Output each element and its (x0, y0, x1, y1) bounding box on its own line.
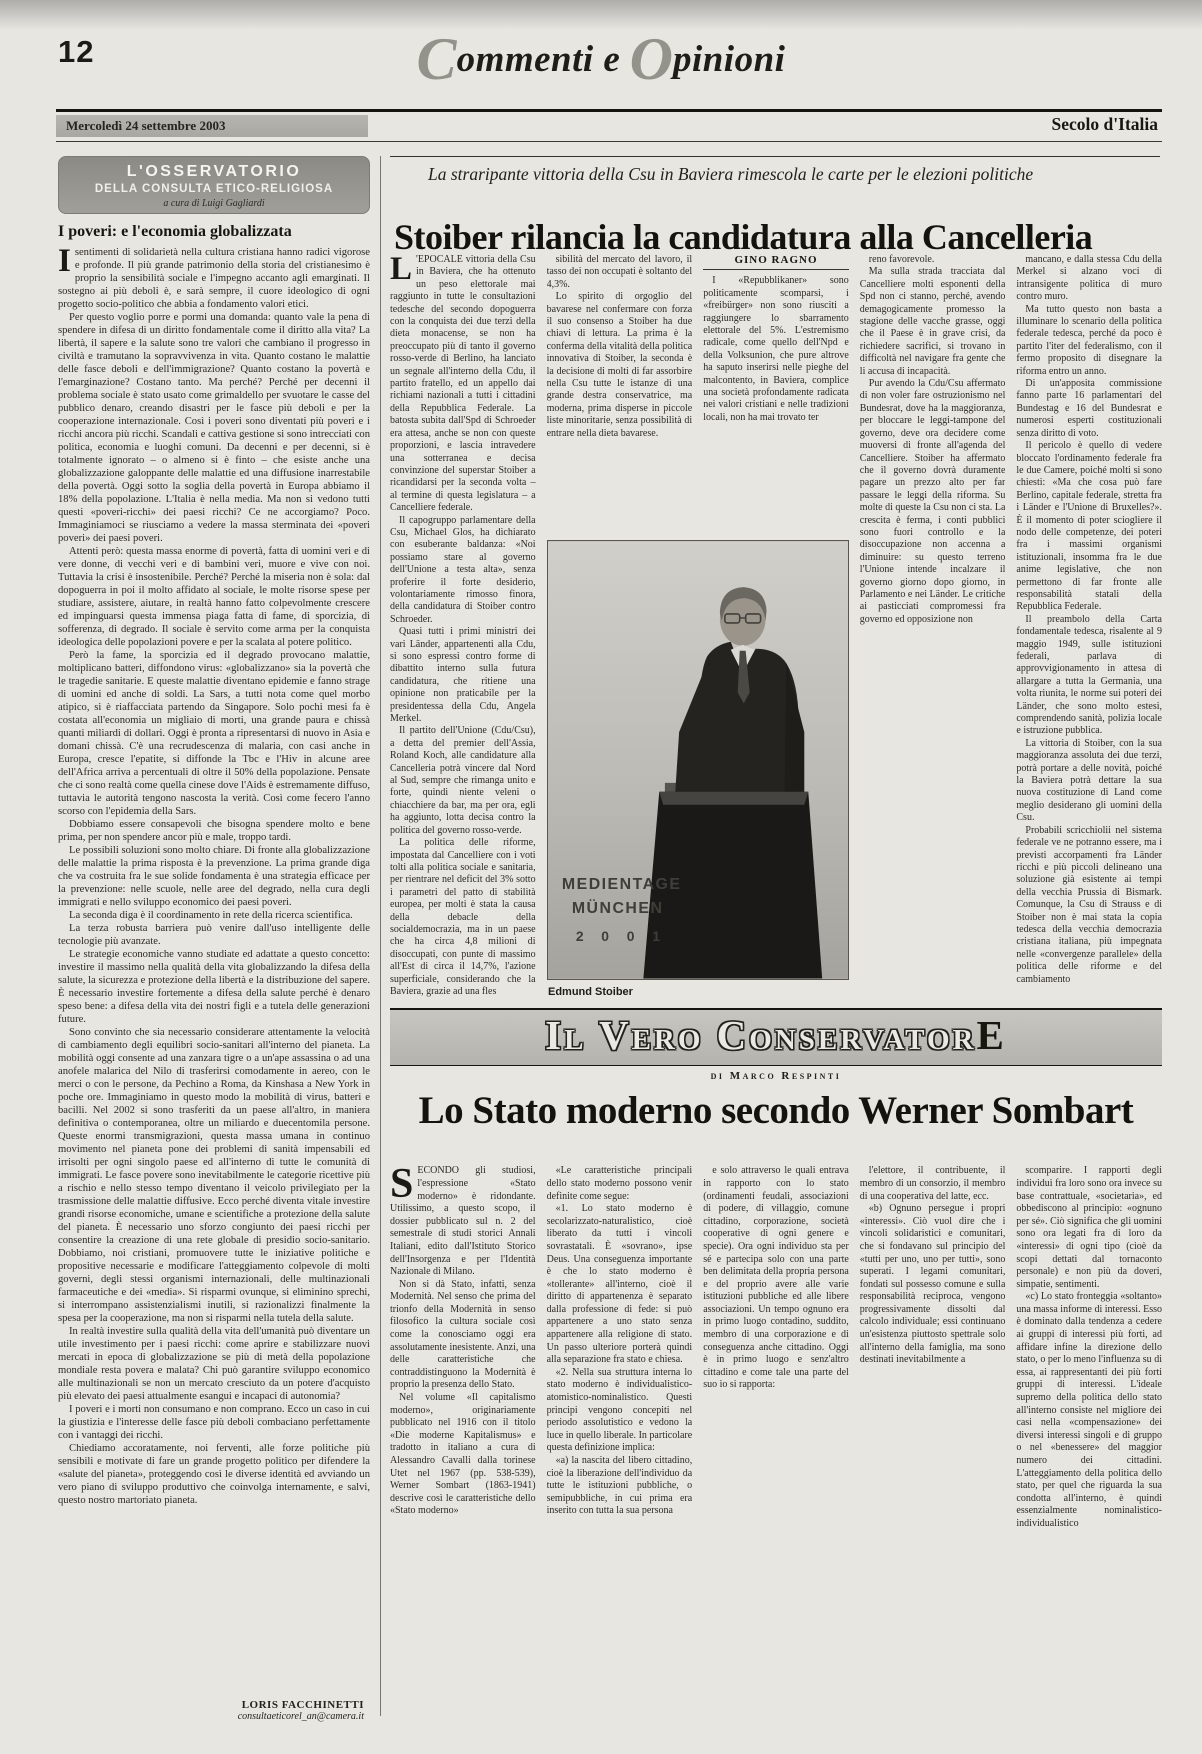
column-divider (380, 156, 381, 1716)
section-initial-o: O (629, 26, 673, 92)
photo-caption: Edmund Stoiber (548, 986, 633, 998)
stoiber-photo-illustration (548, 541, 848, 979)
paper-name: Secolo d'Italia (1051, 114, 1158, 134)
signature-email: consultaeticorel_an@camera.it (237, 1711, 364, 1722)
conservatore-title-band (390, 1008, 1162, 1066)
section-title-text-2: pinioni (672, 39, 786, 80)
paragraph: I «Repubblikaner» sono politicamente scomparsi, i «freibürger» non sono riusciti a raggiungere lo sbarramento elettorale del 5%. L'estremismo radicale, come quello dell'Npd e della Volksunion, che pure altrove ha saputo inserirsi nelle pieghe del malcontento, in Baviera, complice una società profondamente radicata nei valori cristiani e nelle tradizioni locali, non ha mai trovato ter (703, 275, 849, 423)
paragraph: Ma tutto questo non basta a illuminare lo scenario della politica federale tedesca, perché da poco è partito l'iter del federalismo, con il fermo proposito di disegnare la riforma entro un anno. (1016, 303, 1162, 377)
backdrop-text-muenchen: MÜNCHEN (571, 899, 664, 917)
paragraph: sibilità del mercato del lavoro, il tasso dei non occupati è soltanto del 4,3%. (546, 254, 693, 290)
paragraph: Le possibili soluzioni sono molto chiare. Di fronte alla globalizzazione delle malattie la prima risposta è la prevenzione. La prima grande diga che va costruita fra le sue solide fondamenta è una strategia efficace per la prevenzione: nelle scuole, nelle aree del degrado, nella cura degli immigrati e nello sviluppo economico dei paesi poveri. (58, 845, 370, 908)
observatory-article-title: I poveri: e l'economia globalizzata (58, 223, 292, 240)
paragraph: Non si dà Stato, infatti, senza Modernità. Nel senso che prima del trionfo della Modernità in senso filosofico la cultura sociale così come la conosciamo oggi era assolutamente inesistente. Anzi, una delle caratteristiche che contraddistinguono la Modernità è proprio la presenza dello Stato. (390, 1278, 536, 1391)
kicker: La straripante vittoria della Csu in Baviera rimescola le carte per le elezioni politiche (390, 156, 1160, 185)
paragraph: Il pericolo è quello di vedere bloccato l'ordinamento federale fra le due Camere, poiché molti si sono chiesti: «Ma che cosa può fare Berlino, capitale federale, stretta fra i Länder e l'Unione di Bruxelles?». È il momento di poter sciogliere il nodo delle competenze, dei poteri fra i massimi organismi istituzionali, insomma fra le due anime legislative, che non permettono di far fronte alle responsabilità statali della Repubblica Federale. (1016, 440, 1162, 613)
paragraph: e solo attraverso le quali entrava in rapporto con lo stato (ordinamenti feudali, associazioni di podere, di villaggio, comune cittadino, corporazione, società cooperative di ogni genere e specie). Ora ogni individuo sta per sé e partecipa solo con una parte ben delimitata della propria persona e del proprio avere alle varie istituzioni pubbliche ed alle libere associazioni. Un tempo ognuno era in primo luogo contadino, suddito, membro di una corporazione e di conseguenza anche cittadino. Oggi è in primo luogo e senz'altro cittadino e come tale una parte del suo io si rapporta: (703, 1165, 849, 1391)
paragraph: l'elettore, il contribuente, il membro di un consorzio, il membro di una cooperativa del latte, ecc. (859, 1165, 1006, 1202)
cons-col2-paragraphs (547, 1165, 693, 1518)
sto-column-5 (1016, 254, 1162, 1002)
conservatore-section (390, 1008, 1162, 1725)
scan-edge (0, 0, 1202, 30)
lead-text: ECONDO gli studiosi, l'espressione «Stato moderno» è ridondante. Utilissimo, a questo scopo, il dossier pubblicato sul n. 2 del semestrale di studi storici Annali Italiani, edito dall'Istituto Storico dell'Insorgenza e per l'Identità Nazionale di Milano. (390, 1165, 536, 1278)
paragraph: Pur avendo la Cdu/Csu affermato di non voler fare ostruzionismo nel Bundesrat, dove ha la maggioranza, per bloccare le leggi-tampone del governo, deve ora decidere come muoversi di fronte all'agenda del Cancelliere. Stoiber ha affermato che il governo dovrà duramente pagare un prezzo alto per far passare le leggi della riforma. Su molte di queste la Csu non ci sta. La crescita è ferma, i conti pubblici sono fuori controllo e la disoccupazione non accenna a diminuire: su questo terreno l'Unione intende incalzare il governo giorno dopo giorno, in Parlamento e nei Länder. Le critiche ai pasticciati compromessi fra governo ed opposizione non (859, 378, 1006, 625)
observatory-title-line1: L'OSSERVATORIO (126, 163, 302, 180)
paragraph: scomparire. I rapporti degli individui fra loro sono ora invece su base contrattuale, «societaria», ed obbediscono al principio: «ognuno per sé». Ciò significa che gli uomini sono ora legati fra di loro da «interessi» di ogni tipo (cioè da scopi dettati dal tornaconto personale) e non più da doveri, simpatie, sentimenti. (1016, 1165, 1162, 1290)
masthead-rule-thin (56, 141, 1162, 142)
sto-col4-paragraphs (860, 254, 1006, 626)
sto-col5-paragraphs (1016, 254, 1162, 986)
paragraph: Il capogruppo parlamentare della Csu, Michael Glos, ha dichiarato con esuberante baldanza: «Noi possiamo stare al governo dell'Unione a testa alta», senza proferire il forte desiderio, volontariamente rimosso finora, della candidatura di Stoiber contro Schroeder. (390, 514, 536, 625)
paragraph: reno favorevole. (868, 254, 935, 265)
sto-col2-paragraphs (547, 254, 693, 440)
drop-cap: L (390, 254, 413, 287)
observatory-header-box (58, 156, 370, 214)
cons-column-4 (860, 1165, 1006, 1725)
cons-col5-paragraphs (1016, 1165, 1162, 1530)
stoiber-photo (547, 540, 849, 980)
sto-column-1 (390, 254, 536, 1002)
lead-text: 'EPOCALE vittoria della Csu in Baviera, che ha ottenuto un peso elettorale mai raggiunto in tutte le consultazioni tedesche del secondo dopoguerra con la conquista dei due terzi della dieta monacense, se non ha preoccupato più di tanto il governo rosso-verde di Berlino, ha lanciato un segnale all'interno della Cdu, il partito fratello, ed un appello dai richiami nazionali a tutti i cittadini della Repubblica Federale. La batosta subita dall'Spd di Schroeder era attesa, anche se non con queste proporzioni, e lascia intravedere una sotterranea e decisa convinzione del superstar Stoiber a ricandidarsi per la seconda volta – al termine di questa legislatura – a Cancelliere federale. (390, 254, 536, 514)
sto-col2-text (547, 254, 693, 534)
lead-paragraph (58, 246, 370, 311)
sto-col3-text (703, 275, 849, 529)
backdrop-text-year: 2 0 0 1 (575, 927, 667, 944)
cons-col1-paragraphs (390, 1279, 536, 1518)
sto-column-4 (860, 254, 1006, 1002)
signature-block (58, 1699, 370, 1722)
page-number: 12 (58, 34, 95, 69)
conservatore-title: Il Vero Conservator (545, 1012, 977, 1058)
conservatore-title-end: E (976, 1012, 1007, 1058)
paragraph: Di un'apposita commissione fanno parte 16 parlamentari del Bundestag e 16 del Bundesrat e numerosi esperti costituzionali senza diritto di voto. (1016, 378, 1162, 439)
paragraph: Nel volume «Il capitalismo moderno», originariamente pubblicato nel 1916 con il titolo «Die moderne Kapitalismus» e tradotto in italiano a cura di Alessandro Cavalli dalla torinese Utet nel 1967 (pp. 538-539), Werner Sombart (1863-1941) descrive così le caratteristiche dello «Stato moderno» (390, 1392, 536, 1517)
observatory-curator: a cura di Luigi Gagliardi (163, 198, 265, 209)
paragraph: Per questo voglio porre e pormi una domanda: quanto vale la pena di spendere in difesa di un diritto fondamentale come il diritto alla vita? La libertà, il sapere e la salute sono tre valori che cambiano il progresso in civiltà e tramutano la sopravvivenza in vita. Quanto costano le malattie delle fasce deboli e dell'immigrazione? Quanto costano la povertà e l'emarginazione? Costano tanto. Ma perché? Perché per decenni il problema sociale è stato usato come grimaldello per svuotare le casse del pubblico denaro, creando disastri per le fasce più deboli e per la cooperazione internazionale. Così i poveri sono diventati più poveri e i ricchi ancora più ricchi. Scandali e cattiva gestione si sono intrecciati con politica, economia e luoghi comuni. Da decenni e per decenni, si è totalmente ignorato – o almeno si è finto – che esiste anche una globalizzazione galoppante delle malattie ed una diffusione inarrestabile della povertà. Oggi sotto la soglia della povertà in Europa abbiamo il 18% della popolazione. L'Italia è nella media. Ma non si vedono tutti questi «poveri-ricchi» dei paesi ricchi? Ce ne accorgiamo? Poco. Immaginiamoci se riusciamo a vedere la massa sterminata dei «poveri poveri» dei paesi poveri. (58, 312, 370, 544)
paragraph: Le strategie economiche vanno studiate ed adattate a questo concetto: investire il massimo nella qualità della vita globalizzando la difesa della salute, la sicurezza e protezione della libertà e la distribuzione del sapere. È necessario investire fortemente a difesa della salute perché è denaro speso bene: a difesa della vita dei nostri figli e a tutela delle generazioni future. (58, 949, 370, 1025)
cons-column-2 (547, 1165, 693, 1725)
cons-column-3 (703, 1165, 849, 1725)
date-strip: Mercoledì 24 settembre 2003 (56, 115, 368, 137)
sto-col3-paragraphs (703, 275, 849, 424)
paragraph: Attenti però: questa massa enorme di povertà, fatta di uomini veri e di vere donne, di vecchi veri e di bambini veri, muore e vive con noi. Tuttavia la crisi è insostenibile. Perché? Perché la miseria non è sola: dal dopoguerra in poi il molto affidato al sociale, le molte risorse spese per studiare, assistere, aiutare, in realtà hanno fatto colpevolmente crescere ed impinguarsi questa immensa piaga fatta di fame, di sporcizia, di sofferenza, di degrado. Il sociale è servito come arma per la conquista ideologica delle popolazioni povere e per la scalata al potere politico. (58, 546, 370, 648)
masthead-rule-thick (56, 109, 1162, 112)
paragraph: La seconda diga è il coordinamento in rete della ricerca scientifica. (69, 910, 353, 921)
cons-column-5 (1016, 1165, 1162, 1725)
stoiber-headline: Stoiber rilancia la candidatura alla Cancelleria (394, 217, 1093, 258)
stoiber-article-columns (390, 254, 1162, 1002)
sto-col1-paragraphs (390, 515, 536, 999)
paragraph: La terza robusta barriera può venire dall'uso intelligente delle tecnologie più avanzate. (58, 923, 370, 947)
conservatore-byline: di Marco Respinti (710, 1070, 842, 1082)
section-initial-c: C (416, 26, 457, 92)
paragraph: Dobbiamo essere consapevoli che bisogna spendere molto e bene prima, per non spendere ancor più e male, troppo tardi. (58, 819, 370, 843)
paragraph: «1. Lo stato moderno è secolarizzato-naturalistico, cioè liberato da tutti i vincoli sovrastatali. È «sovrano», ipse Deus. Una conseguenza importante è che lo stato moderno è «tollerante» all'interno, cioè il diritto di appartenenza è separato dalla professione di fede: si può appartenere a uno stato senza appartenere alla religione di stato. Un passo ulteriore porterà quindi alla separazione fra stato e chiesa. (546, 1203, 693, 1366)
paragraph: Chiediamo accoratamente, noi ferventi, alle forze politiche più sensibili e motivate di fare un grande progetto politico per difendere la «salute del pianeta», proteggendo così le diverse identità ed avviando un vero piano di sviluppo produttivo che coinvolga internamente, e salvi, questo nostro martoriato pianeta. (58, 1443, 370, 1506)
paragraph: Il partito dell'Unione (Cdu/Csu), a detta del premier dell'Assia, Roland Koch, alle candidature alla Cancelleria potrà vincere dal Nord al Sud, sempre che rimanga unito e forte, quindi niente veleni o chiacchiere da bar, ma per ora, egli ha aggiunto, lotta decisa contro la politica del governo rosso-verde. (390, 725, 536, 836)
observatory-title-line2: DELLA CONSULTA ETICO-RELIGIOSA (94, 183, 334, 195)
paragraph: Però la fame, la sporcizia ed il degrado provocano malattie, moltiplicano batteri, diffondono virus: «globalizzano» sia la povertà che le tragedie sanitarie. E queste malattie diventano epidemie e fanno strage di uomini ed anche di soldi. La Sars, a tutti nota come quel morbo atipico, si è riaffacciata partendo da Singapore. Solo pochi mesi fa è costata all'economia un migliaio di morti, una grande paura e chissà quanti miliardi di dollari. Oggi è pronta a ripresentarsi di nuovo in Asia e domani chissà. C'è una recrudescenza di malaria, con casi anche in Europa, cresce l'epatite, si diffonde la Tbc e l'Hiv in alcune aree dell'Africa arriva a percentuali di oltre il 50% della popolazione. Pensate che ci sono realtà come quella cinese dove l'Aids è estremamente diffuso, tuttavia le autorità tengono nascosta la verità. Così come fecero l'anno scorso con l'epidemia della Sars. (58, 650, 370, 817)
paragraph: «a) la nascita del libero cittadino, cioè la liberazione dell'individuo da tutte le istituzioni pubbliche, o semipubbliche, in cui prima era inserito con tutta la sua persona (546, 1455, 693, 1517)
backdrop-text-medientage: MEDIENTAGE (561, 876, 682, 894)
signature-name: LORIS FACCHINETTI (241, 1699, 364, 1711)
drop-cap: I (58, 246, 71, 279)
paragraph: La politica delle riforme, impostata dal Cancelliere con i voti tolti alla politica sociale e sanitaria, per rientrare nel deficit del 3% sotto i parametri del patto di stabilità europea, per molti è stata la causa della debacle della socialdemocrazia, ma in un paese che ha circa 4,8 milioni di disoccupati, con punte di massimo all'Est di circa il 14,7%, l'azione superficiale, considerando che la Baviera, grazie ad una fles (390, 837, 536, 997)
stoiber-byline: GINO RAGNO (703, 254, 849, 270)
main-article-area (390, 152, 1162, 1732)
conservatore-headline: Lo Stato moderno secondo Werner Sombart (418, 1089, 1134, 1132)
lead-paragraph (390, 254, 536, 515)
paragraph: Sono convinto che sia necessario considerare attentamente la velocità di cambiamento degli equilibri socio-sanitari all'interno del pianeta. La mobilità oggi consente ad una zanzara tigre o a un'ape assassina o ad una anofele malarica del Nilo di trasferirsi comodamente in aereo, con le merci o con le persone, da Pechino a Roma, da Kinshasa a New York in poche ore. Immaginiamo in questo modo la mobilità di virus, batteri e bacilli. Nel 2002 si sono trasferiti da un paese all'altro, in maniera definitiva o contemporanea, oltre un miliardo e duecentomila persone. Queste enormi transmigrazioni, questa massa umana in continuo movimento nel pianeta pone dei problemi di sanità impensabili ed irrisolti per ogni singolo paese ed all'interno di tutte le comunità di immigrati. Le fasce povere sono inevitabilmente le categorie ricettive più a rischio e nello stesso tempo diventano il veicolo privilegiato per la trasmissione delle malattie diffusive. Ecco perché diventa vitale investire grandi risorse economiche, umane e scientifiche a protezione della salute del pianeta. È necessario uno sforzo congiunto dei paesi ricchi per consentire la creazione di una rete globale di presidio socio-sanitario. Dobbiamo, noi cristiani, promuovere tutte le iniziative politiche e propositive necessarie e modificare l'atteggiamento colpevole di molti governi, degli stessi organismi internazionali, delle multinazionali farmaceutiche e dei «media». Si risparmi ovunque, si eliminino sprechi, si interrompano assistenzialismi inutili, si razionalizzi finalmente la spesa per la cooperazione, ma non si risparmi nella tutela della salute. (58, 1027, 370, 1324)
paragraph: I poveri e i morti non consumano e non comprano. Ecco un caso in cui la giustizia e l'interesse delle fasce più deboli combaciano perfettamente con i vantaggi dei ricchi. (58, 1404, 370, 1441)
paragraph: Quasi tutti i primi ministri dei vari Länder, appartenenti alla Cdu, si sono espressi contro forme di dibattito interno sulla futura candidatura, che ritiene una opinione non praticabile per la presidentessa della Cdu, Angela Merkel. (390, 626, 536, 725)
lead-paragraph (390, 1165, 536, 1278)
cons-column-1 (390, 1165, 536, 1725)
paragraph: «c) Lo stato fronteggia «soltanto» una massa informe di interessi. Esso è dominato dalla tendenza a cedere ai gruppi di interessi più forti, ad affidare infine la direzione dello stato, o per lo meno l'influenza su di essa, ai rappresentanti dei più forti gruppi di interessi. L'ideale supremo della politica dello stato all'interno consiste nel migliore dei casi nella «compensazione» dei diversi interessi singoli e di gruppo o nel «benessere» del maggior numero dei cittadini. L'atteggiamento della politica dello stato, per quel che riguarda la sua condotta all'interno, è quindi essenzialmente nominalistico-individualistico (1016, 1291, 1162, 1529)
paragraph: Il preambolo della Carta fondamentale tedesca, risalente al 9 maggio 1949, sulle istituzioni federali, parlava di approvvigionamento in attesa di allargare a tutta la Germania, una volta riunita, le norme sui poteri dei Länder, che sono molto estesi, comprendendo sanità, polizia locale e istruzione pubblica. (1016, 613, 1162, 737)
conservatore-columns (390, 1165, 1162, 1725)
section-title (0, 26, 1202, 92)
cons-col4-paragraphs (860, 1165, 1006, 1367)
observatory-paragraphs (58, 311, 370, 1507)
observatory-article-body (58, 246, 370, 1694)
paragraph: «Le caratteristiche principali dello stato moderno possono venir definite come segue: (546, 1165, 693, 1202)
paragraph: Ma sulla strada tracciata dal Cancelliere molti esponenti della Spd non ci stanno, perché, avendo demagogicamente promesso la stagione delle vacche grasse, oggi che il Paese è in grave crisi, da richiedere sacrifici, si trovano in difficoltà nel navigare fra gente che li accusa di incapacità. (859, 266, 1006, 377)
paragraph: Probabili scricchiolii nel sistema federale ve ne potranno essere, ma i previsti accorpamenti fra Länder ricchi e più piccoli delineano una soluzione già esistente ai tempi della vecchia Prussia di Bismark. Comunque, la Csu di Strauss e di Stoiber non è mai stata la copia tedesca della vecchia democrazia cristiana italiana, più impegnata nelle «convergenze parallele» della politica delle riforme e del cambiamento (1016, 824, 1162, 985)
section-title-text-1: ommenti e (456, 39, 621, 80)
drop-cap: S (390, 1165, 414, 1208)
cons-col3-paragraphs (703, 1165, 849, 1392)
paragraph: «b) Ognuno persegue i propri «interessi». Ciò vuol dire che i vincoli solidaristici e comunitari, che si fondavano sul principio del «tutti per uno, uno per tutti», sono superati. I legami comunitari, fondati sul possesso comune e sulla responsabilità reciproca, vengono progressivamente dissolti dal calcolo individuale; essi continuano un'esistenza piuttosto spettrale solo all'interno della famiglia, ma sono destinati inevitabilmente a (859, 1203, 1006, 1366)
paragraph: mancano, e dalla stessa Cdu della Merkel si alzano voci di intransigente politica di muro contro muro. (1016, 254, 1162, 303)
paragraph: «2. Nella sua struttura interna lo stato moderno è individualistico-atomistico-nominalistico. Questi principi vengono concepiti nel periodo assolutistico e vedono la luce in quello liberale. In particolare questa definizione implica: (546, 1366, 693, 1454)
paragraph: In realtà investire sulla qualità della vita dell'umanità può diventare un utile investimento per i paesi ricchi: come aprire e stabilizzare nuovi mercati in epoca di globalizzazione se più di metà della popolazione mondiale resta povera e malata? Chi può garantire sviluppo economico alle multinazionali se non un mercato cresciuto da un potere d'acquisto più elevato dei paesi attualmente esangui e incapaci di autonomia? (58, 1326, 370, 1402)
paragraph: La vittoria di Stoiber, con la sua maggioranza assoluta dei due terzi, potrà portare a delle novità, poiché la Baviera potrà dettare la sua nuova costituzione di Land come meglio desiderano gli uomini della Csu. (1016, 737, 1162, 824)
lead-text: sentimenti di solidarietà nella cultura cristiana hanno radici vigorose e profonde. Il più grande patrimonio della storia del cristianesimo è proprio la sensibilità sociale e l'impegno accanto agli emarginati. Il sostegno ai più deboli è, e sarà sempre, il cuore ideologico di ogni progetto socio-politico che abbia a fondamento valori etici. (58, 247, 370, 310)
observatory-sidebar (58, 156, 370, 1722)
paragraph: Lo spirito di orgoglio del bavarese nel confermare con forza il suo consenso a Stoiber ha due chiavi di lettura. La prima è la conferma della vitalità della politica innovativa di Stoiber, la seconda è la decisione di molti di far assorbire nella Csu tutte le istanze di una grande destra conservatrice, ma moderna, prima disperse in piccole liste minoritarie, senza possibilità di entrare nella dieta bavarese. (546, 291, 693, 439)
